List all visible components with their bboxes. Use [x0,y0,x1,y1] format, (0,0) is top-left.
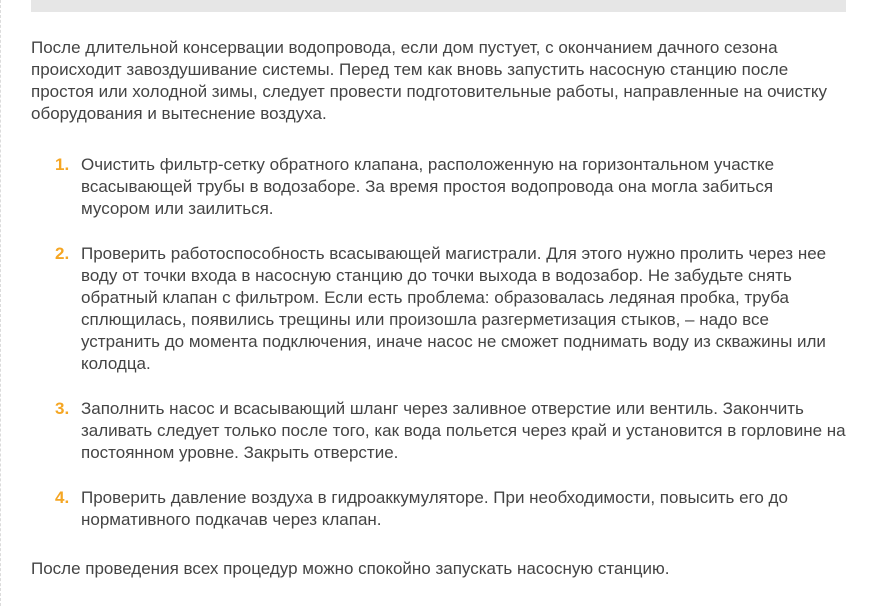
step-number: 2. [55,244,70,263]
outro-paragraph: После проведения всех процедур можно спокойно запускать насосную станцию. [31,559,670,578]
step-text: Заполнить насос и всасывающий шланг через заливное отверстие или вентиль. Закончить заливать следует только после того, как вода польется через край и установится в горловине на постоянном уровне. Закрыть отверстие. [81,399,846,462]
step-text: Проверить давление воздуха в гидроаккумуляторе. При необходимости, повысить его до нормативного подкачав через клапан. [81,488,788,529]
list-item [31,154,846,220]
list-item [31,398,846,464]
step-number: 1. [55,155,70,174]
page-left-border [0,0,1,606]
list-item [31,487,846,531]
step-number: 4. [55,488,70,507]
step-number: 3. [55,399,70,418]
article-body [31,37,846,580]
steps-list [31,154,846,531]
top-banner-bar [31,0,846,12]
step-text: Проверить работоспособность всасывающей магистрали. Для этого нужно пролить через нее воду от точки входа в насосную станцию до точки выхода в водозабор. Не забудьте снять обратный клапан с фильтром. Если есть проблема: образовалась ледяная пробка, труба сплющилась, появились трещины или произошла разгерметизация стыков, – надо все устранить до момента подключения, иначе насос не сможет поднимать воду из скважины или колодца. [81,244,827,373]
step-text: Очистить фильтр-сетку обратного клапана, расположенную на горизонтальном участке всасывающей трубы в водозаборе. За время простоя водопровода она могла забиться мусором или заилиться. [81,155,775,218]
list-item [31,243,846,375]
intro-paragraph: После длительной консервации водопровода, если дом пустует, с окончанием дачного сезона происходит завоздушивание системы. Перед тем как вновь запустить насосную станцию после простоя или холодной зимы, следует провести подготовительные работы, направленные на очистку оборудования и вытеснение воздуха. [31,38,827,123]
